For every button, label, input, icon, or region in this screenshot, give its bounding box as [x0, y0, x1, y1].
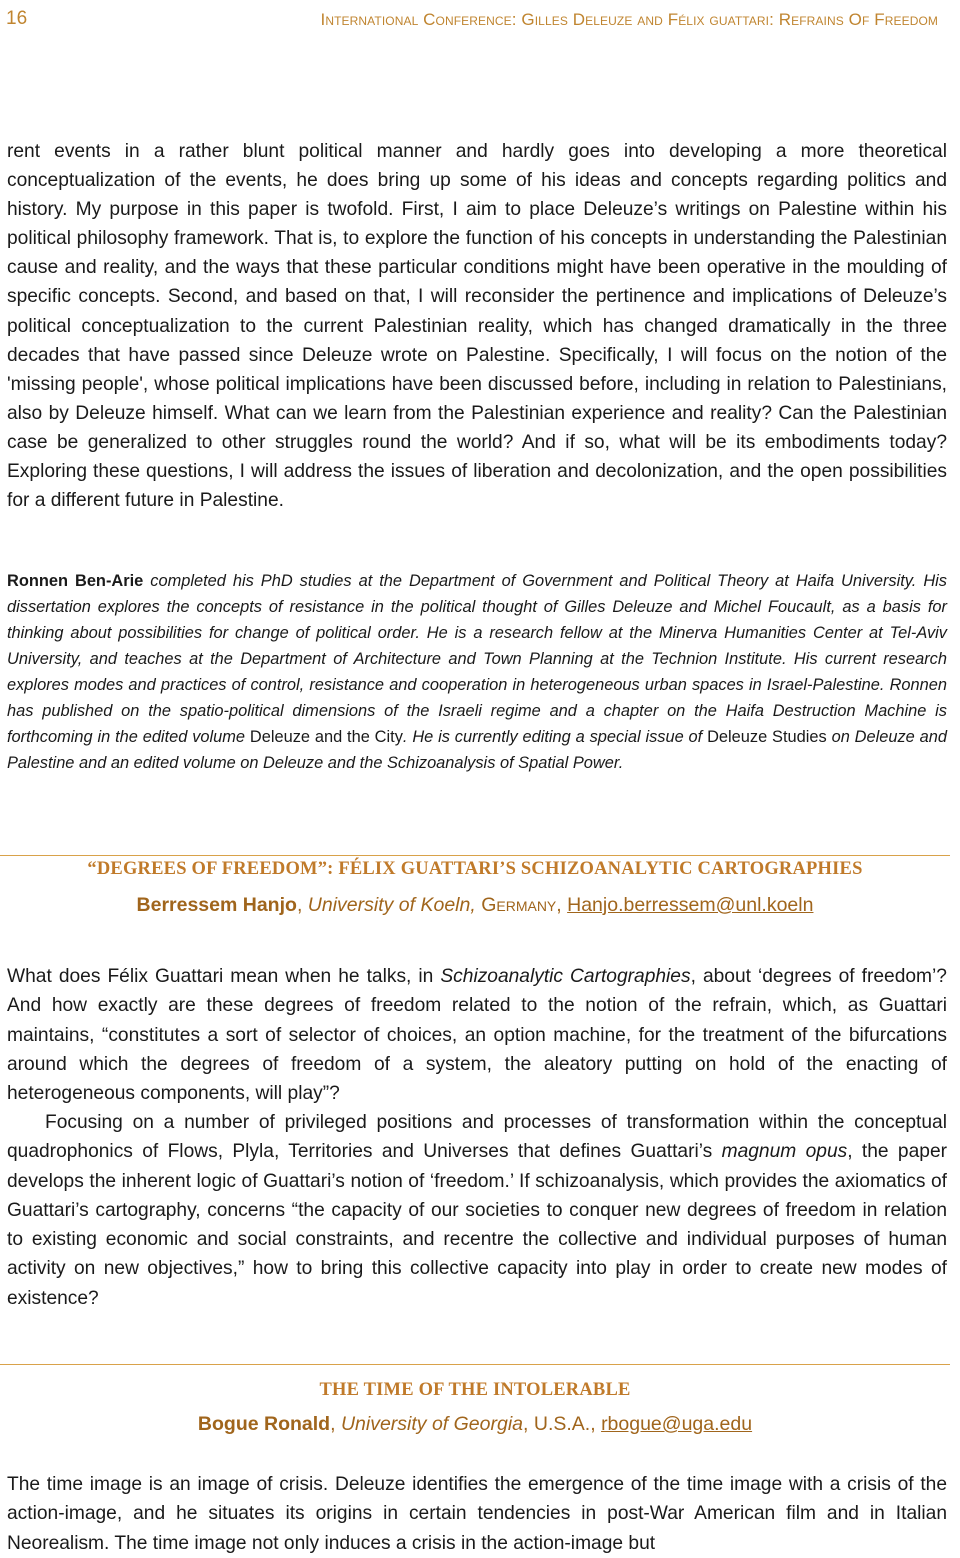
- bio-book-title: Deleuze and the City: [249, 728, 403, 746]
- bio-author-name: Ronnen Ben-Arie: [7, 572, 144, 590]
- bio-text-3: on Deleuze and Palestine and an edited volume on Deleuze and the Schizoanalysis of Spatial Power.: [7, 728, 947, 772]
- section-2-paragraph-1: The time image is an image of crisis. Deleuze identifies the emergence of the time image with a crisis of the action-image, and he situates its origins in certain tendencies in post-War American film and in Italian Neorealism. The time image not only induces a crisis in the action-image but: [7, 1474, 947, 1554]
- author-bio: [7, 568, 947, 776]
- page-number: 16: [6, 8, 28, 29]
- section-1-title: “DEGREES OF FREEDOM”: FÉLIX GUATTARI’S SCHIZOANALYTIC CARTOGRAPHIES: [87, 859, 863, 879]
- running-title: International Conference: Gilles Deleuze and Félix guattari: Refrains Of Freedom: [320, 10, 938, 29]
- section-1-affiliation: University of Koeln,: [307, 894, 476, 916]
- section-2-author-line: Bogue Ronald, University of Georgia, U.S.A., rbogue@uga.edu: [197, 1413, 753, 1435]
- section-divider-2: [0, 1364, 950, 1365]
- section-2-author: Bogue Ronald: [197, 1413, 331, 1435]
- intro-paragraph: rent events in a rather blunt political manner and hardly goes into developing a more theoretical conceptualization of the events, he does bring up some of his ideas and concepts regarding politics and history. My purpose in this paper is twofold. First, I aim to place Deleuze’s writings on Palestine within his political philosophy framework. That is, to explore the function of his concepts in understanding the Palestinian cause and reality, and the ways that these particular conditions might have been operative in the moulding of specific concepts. Second, and based on that, I will reconsider the pertinence and implications of Deleuze’s political conceptualization to the current Palestinian reality, which has changed dramatically in the three decades that have passed since Deleuze wrote on Palestine. Specifically, I will focus on the notion of the 'missing people', whose political implications have been discussed before, including in relation to Palestinians, also by Deleuze himself. What can we learn from the Palestinian experience and reality? Can the Palestinian case be generalized to other struggles round the world? And if so, what will be its embodiments today? Exploring these questions, I will address the issues of liberation and decolonization, and the open possibilities for a different future in Palestine.: [7, 141, 947, 512]
- section-1-author: Berressem Hanjo: [136, 894, 297, 916]
- section-1-book-title: Schizoanalytic Cartographies: [440, 966, 691, 987]
- bio-text-1: completed his PhD studies at the Department of Government and Political Theory at Haifa University. His dissertation explores the concepts of resistance in the political thought of Gilles Deleuze and Michel Foucault, as a basis for thinking about possibilities for change of political order. He is a research fellow at the Minerva Humanities Center at Tel-Aviv University, and teaches at the Department of Architecture and Town Planning at the Technion Institute. His current research explores modes and practices of control, resistance and cooperation in heterogeneous urban spaces in Israel-Palestine. Ronnen has published on the spatio-political dimensions of the Israeli regime and a chapter on the Haifa Destruction Machine is forthcoming in the edited volume: [7, 572, 947, 746]
- section-1-paragraph-1: What does Félix Guattari mean when he talks, in Schizoanalytic Cartographies, about ‘degrees of freedom’? And how exactly are these degrees of freedom related to the notion of the refrain, which, as Guattari maintains, “constitutes a sort of selector of choices, an option machine, for the treatment of the bifurcations around which the degrees of freedom of a system, the aleatory putting on hold of the enacting of heterogeneous components, will play”?: [7, 966, 947, 1105]
- section-2-country: U.S.A.: [533, 1413, 591, 1435]
- bio-journal-title: Deleuze Studies: [707, 728, 827, 746]
- page-header: [6, 8, 938, 32]
- section-1-paragraph-2: Focusing on a number of privileged positions and processes of transformation within the conceptual quadrophonics of Flows, Plyla, Territories and Universes that defines Guattari’s magnum opus, the paper develops the inherent logic of Guattari’s notion of ‘freedom.’ If schizoanalysis, which provides the axiomatics of Guattari’s cartography, concerns “the capacity of our societies to conquer new degrees of freedom in relation to existing economic and social constraints, and recentre the collective and individual purposes of human activity on new objectives,” how to bring this collective capacity into play in order to create new modes of existence?: [7, 1112, 947, 1309]
- section-2-title: THE TIME OF THE INTOLERABLE: [319, 1380, 631, 1400]
- section-1-magnum-opus: magnum opus: [721, 1141, 848, 1163]
- bio-text-2: . He is currently editing a special issue of: [402, 728, 708, 746]
- section-1-author-line: Berressem Hanjo, University of Koeln, Germany, Hanjo.berressem@unl.koeln: [136, 894, 814, 916]
- section-2-email-link[interactable]: rbogue@uga.edu: [601, 1413, 753, 1435]
- section-divider-1: [0, 855, 950, 856]
- section-1-email-link[interactable]: Hanjo.berressem@unl.koeln: [567, 894, 814, 916]
- section-2-affiliation: University of Georgia: [340, 1413, 524, 1435]
- section-1-country: Germany: [481, 894, 557, 916]
